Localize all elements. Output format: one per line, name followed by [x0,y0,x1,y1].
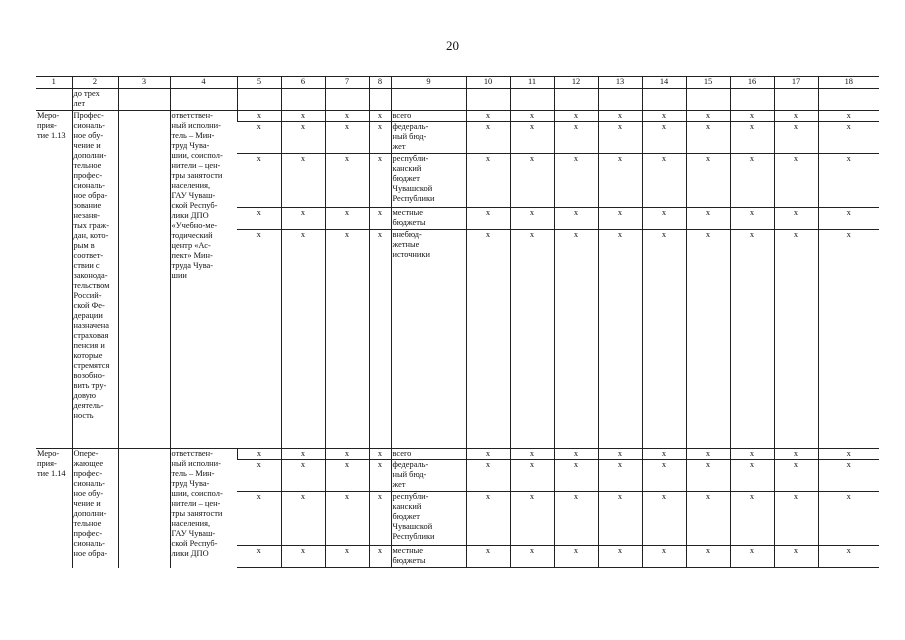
x-mark: х [642,208,686,230]
x-mark: х [369,460,391,492]
funding-source: республи- канский бюджет Чувашской Республики [391,154,466,208]
x-mark: х [774,154,818,208]
x-mark: х [774,230,818,449]
x-mark: х [466,154,510,208]
col-header: 16 [730,77,774,89]
col-header: 2 [72,77,118,89]
x-mark: х [642,111,686,122]
x-mark: х [598,546,642,568]
x-mark: х [686,154,730,208]
table-row [36,111,879,122]
program-table [36,76,879,568]
x-mark: х [730,230,774,449]
x-mark: х [818,208,879,230]
x-mark: х [325,460,369,492]
funding-source: всего [391,111,466,122]
table-row [36,449,879,460]
x-mark: х [598,460,642,492]
x-mark: х [466,460,510,492]
x-mark: х [554,492,598,546]
empty-cell [118,111,170,449]
x-mark: х [369,546,391,568]
x-mark: х [686,122,730,154]
x-mark: х [369,208,391,230]
x-mark: х [730,492,774,546]
x-mark: х [686,230,730,449]
x-mark: х [325,492,369,546]
col-header: 13 [598,77,642,89]
x-mark: х [642,460,686,492]
x-mark: х [281,111,325,122]
x-mark: х [686,460,730,492]
x-mark: х [774,492,818,546]
col-header: 5 [237,77,281,89]
x-mark: х [237,546,281,568]
x-mark: х [686,208,730,230]
measure-label: Меро- прия- тие 1.14 [36,449,72,568]
funding-source: местные бюджеты [391,208,466,230]
x-mark: х [642,492,686,546]
x-mark: х [818,449,879,460]
x-mark: х [510,154,554,208]
x-mark: х [818,460,879,492]
x-mark: х [642,449,686,460]
x-mark: х [686,546,730,568]
x-mark: х [642,122,686,154]
x-mark: х [325,122,369,154]
x-mark: х [325,230,369,449]
x-mark: х [774,546,818,568]
col-header: 9 [391,77,466,89]
measure-description: Опере- жающее профес- сиональ- ное обу- чение и дополни- тельное профес- сиональ- ное обра- [72,449,118,568]
empty-cell [118,449,170,568]
x-mark: х [369,111,391,122]
x-mark: х [774,122,818,154]
col-header: 14 [642,77,686,89]
x-mark: х [774,460,818,492]
continuation-row [36,89,879,111]
x-mark: х [466,230,510,449]
col-header: 4 [170,77,237,89]
col-header: 7 [325,77,369,89]
x-mark: х [281,154,325,208]
col-header: 3 [118,77,170,89]
x-mark: х [686,111,730,122]
x-mark: х [598,449,642,460]
funding-source: федераль- ный бюд- жет [391,122,466,154]
x-mark: х [598,492,642,546]
x-mark: х [369,449,391,460]
x-mark: х [642,230,686,449]
x-mark: х [510,492,554,546]
x-mark: х [554,230,598,449]
x-mark: х [818,154,879,208]
measure-description: Профес- сиональ- ное обу- чение и дополни- тельное профес- сиональ- ное обра- зование незаня- тых граж- дан, кото- рым в соответ- ствии с законода- тельством Россий- ской Фе- дерации назначена страховая пенсия и которые стремятся возобно- вить тру- довую деятель- ность [72,111,118,449]
x-mark: х [281,449,325,460]
continuation-text: до трех лет [72,89,118,111]
x-mark: х [281,492,325,546]
x-mark: х [281,546,325,568]
x-mark: х [818,546,879,568]
x-mark: х [510,449,554,460]
x-mark: х [281,122,325,154]
table-body [36,89,879,568]
col-header: 17 [774,77,818,89]
x-mark: х [554,460,598,492]
measure-executor: ответствен- ный исполни- тель – Мин- труд Чува- шии, соиспол- нители – цен- тры занятости населения, ГАУ Чуваш- ской Респуб- лики ДПО «Учебно-ме- тодический центр «Ас- пект» Мин- труда Чува- шии [170,111,237,449]
x-mark: х [510,122,554,154]
header-row [36,77,879,89]
x-mark: х [598,230,642,449]
x-mark: х [554,111,598,122]
x-mark: х [510,111,554,122]
x-mark: х [730,449,774,460]
measure-executor: ответствен- ный исполни- тель – Мин- труд Чува- шии, соиспол- нители – цен- тры занятости населения, ГАУ Чуваш- ской Респуб- лики ДПО [170,449,237,568]
col-header: 15 [686,77,730,89]
x-mark: х [510,230,554,449]
x-mark: х [237,449,281,460]
x-mark: х [466,492,510,546]
x-mark: х [598,154,642,208]
x-mark: х [774,111,818,122]
x-mark: х [686,449,730,460]
funding-source: республи- канский бюджет Чувашской Республики [391,492,466,546]
funding-source: всего [391,449,466,460]
col-header: 6 [281,77,325,89]
x-mark: х [325,111,369,122]
x-mark: х [554,449,598,460]
x-mark: х [818,122,879,154]
x-mark: х [686,492,730,546]
x-mark: х [466,546,510,568]
x-mark: х [730,208,774,230]
x-mark: х [281,208,325,230]
x-mark: х [466,208,510,230]
x-mark: х [510,208,554,230]
x-mark: х [774,449,818,460]
x-mark: х [642,546,686,568]
measure-label: Меро- прия- тие 1.13 [36,111,72,449]
col-header: 8 [369,77,391,89]
x-mark: х [281,230,325,449]
x-mark: х [237,111,281,122]
col-header: 11 [510,77,554,89]
funding-source: местные бюджеты [391,546,466,568]
x-mark: х [325,154,369,208]
col-header: 10 [466,77,510,89]
x-mark: х [598,208,642,230]
x-mark: х [466,449,510,460]
x-mark: х [466,111,510,122]
x-mark: х [510,460,554,492]
col-header: 18 [818,77,879,89]
x-mark: х [237,154,281,208]
funding-source: федераль- ный бюд- жет [391,460,466,492]
page-number: 20 [446,38,459,53]
x-mark: х [466,122,510,154]
col-header: 12 [554,77,598,89]
x-mark: х [642,154,686,208]
x-mark: х [598,111,642,122]
x-mark: х [554,208,598,230]
x-mark: х [818,492,879,546]
x-mark: х [237,460,281,492]
x-mark: х [369,122,391,154]
x-mark: х [325,546,369,568]
x-mark: х [237,122,281,154]
x-mark: х [237,492,281,546]
x-mark: х [554,154,598,208]
x-mark: х [510,546,554,568]
funding-source: внебюд- жетные источники [391,230,466,449]
x-mark: х [325,449,369,460]
x-mark: х [730,154,774,208]
x-mark: х [369,230,391,449]
x-mark: х [730,122,774,154]
x-mark: х [554,546,598,568]
x-mark: х [774,208,818,230]
x-mark: х [237,208,281,230]
x-mark: х [598,122,642,154]
x-mark: х [369,492,391,546]
x-mark: х [281,460,325,492]
x-mark: х [237,230,281,449]
col-header: 1 [36,77,72,89]
x-mark: х [730,546,774,568]
x-mark: х [730,460,774,492]
x-mark: х [818,230,879,449]
x-mark: х [818,111,879,122]
x-mark: х [369,154,391,208]
x-mark: х [730,111,774,122]
x-mark: х [554,122,598,154]
x-mark: х [325,208,369,230]
